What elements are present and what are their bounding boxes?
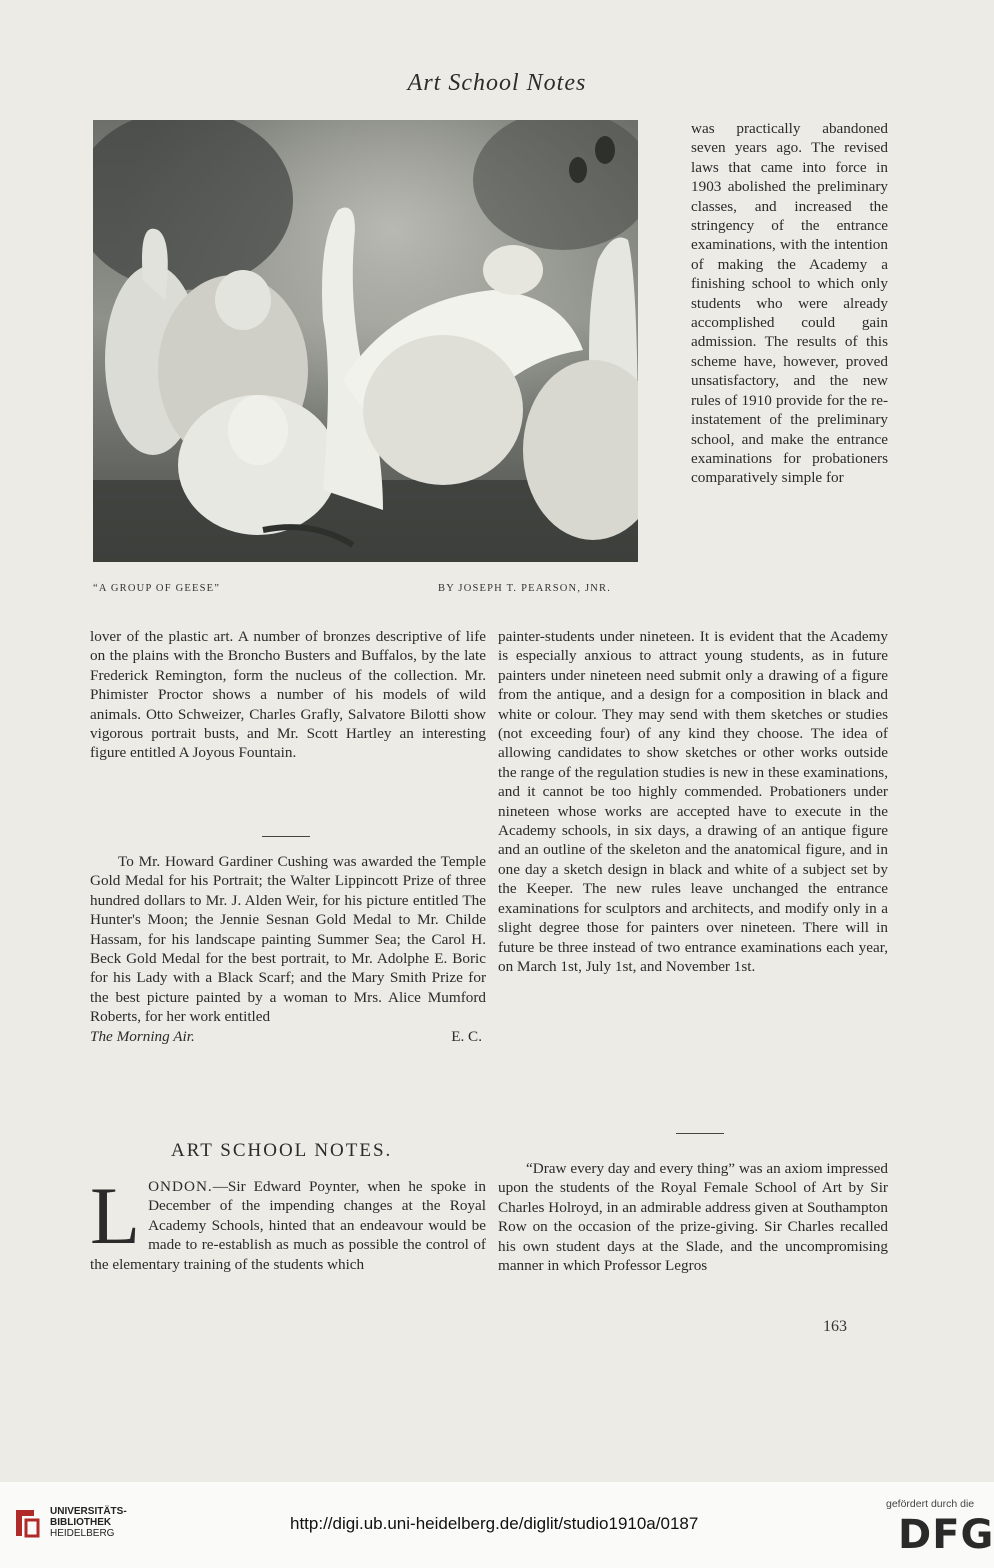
examinations-paragraph: painter-students under nineteen. It is evident that the Academy is especially anxious to attract young students, as in future painters under nineteen need submit only a drawing of a figure from the antique, and a design for a composition in black and white or colour. They may send with them sketches or studies (not exceeding four) of any kind they choose. The idea of allowing candidates to show sketches or other works outside the range of the regulation studies is new in these examinations, and it cannot be too highly commended. Probationers under nineteen whose works are accepted have to execute in the Academy schools, in six days, a drawing of an antique figure and an outline of the skeleton and the anatomical figure, and in one day a sketch design in black and white of a subject set by the Keeper. The new rules leave unchanged the entrance examinations for sculptors and architects, and modify only in a slight degree those for painters over nineteen. There will in future be three instead of two entrance examinations each year, on March 1st, July 1st, and November 1st. <box>498 628 888 975</box>
lead-word: ONDON. <box>148 1178 213 1195</box>
geese-illustration <box>93 120 638 562</box>
london-paragraph <box>90 1170 486 1274</box>
drop-cap: L <box>90 1170 141 1261</box>
awards-paragraph-end <box>90 1027 486 1046</box>
right-column-paragraph-2 <box>498 1159 888 1275</box>
library-name-line-1: UNIVERSITÄTS- <box>50 1506 127 1517</box>
section-divider <box>262 836 310 837</box>
author-signature: E. C. <box>451 1027 482 1045</box>
digitization-footer <box>0 1482 994 1568</box>
source-url-link[interactable]: http://digi.ub.uni-heidelberg.de/diglit/studio1910a/0187 <box>290 1514 699 1533</box>
page-number: 163 <box>823 1318 847 1335</box>
london-body: —Sir Edward Poynter, when he spoke in December of the impending changes at the Royal Academy Schools, hinted that an endeavour would be made to re-establish as much as possible the control of the elementary training of the students which <box>90 1178 486 1273</box>
holroyd-paragraph: “Draw every day and every thing” was an axiom impressed upon the students of the Royal Female School of Art by Sir Charles Holroyd, in an admirable address given at Southampton Row on the occasion of the prize-giving. Sir Charles recalled his own student days at the Slade, and the uncompromising manner in which Professor Legros <box>498 1160 888 1275</box>
right-narrow-paragraph: was practically abandoned seven years ago. The revised laws that came into force in 1903 abolished the preliminary classes, and increased the stringency of the entrance examinations, with the intention of making the Academy a finishing school to which only students who were already accomplished could gain admission. The results of this scheme have, however, proved unsatisfactory, and the new rules of 1910 provide for the re-instatement of the preliminary school, and make the entrance examinations for probationers comparatively simple for <box>691 120 888 487</box>
university-library-logo-icon <box>12 1506 42 1540</box>
library-name <box>50 1506 127 1539</box>
left-column-paragraph-2 <box>90 852 486 1046</box>
library-name-line-2: BIBLIOTHEK <box>50 1517 112 1528</box>
london-paragraph-text <box>90 1170 486 1274</box>
library-name-line-3: HEIDELBERG <box>50 1528 115 1539</box>
awards-paragraph: To Mr. Howard Gardiner Cushing was awarded the Temple Gold Medal for his Portrait; the Walter Lippincott Prize of three hundred dollars to Mr. J. Alden Weir, for his picture entitled The Hunter's Moon; the Jennie Sesnan Gold Medal to Mr. Childe Hassam, for his landscape painting Summer Sea; the Carol H. Beck Gold Medal for the best portrait, to Mr. Adolphe E. Boric for his Lady with a Black Scarf; and the Mary Smith Prize for the best picture painted by a woman to Mrs. Alice Mumford Roberts, for her work entitled <box>90 853 486 1026</box>
funded-by-label: gefördert durch die <box>886 1498 975 1510</box>
bronzes-paragraph: lover of the plastic art. A number of bronzes descriptive of life on the plains with the Broncho Busters and Buffalos, by the late Frederick Remington, form the nucleus of the collection. Mr. Phimister Proctor shows a number of his models of wild animals. Otto Schweizer, Charles Grafly, Salvatore Bilotti show vigorous portrait busts, and Mr. Scott Hartley an interesting figure entitled A Joyous Fountain. <box>90 628 486 762</box>
awards-paragraph-last-line: The Morning Air. <box>90 1027 195 1045</box>
dfg-logo: DFG <box>898 1512 994 1558</box>
left-column-paragraph-1 <box>90 627 486 763</box>
section-heading: ART SCHOOL NOTES. <box>171 1140 393 1161</box>
plate-caption-artist: BY JOSEPH T. PEARSON, JNR. <box>438 583 612 594</box>
right-narrow-column <box>691 119 888 488</box>
plate-caption-title: “A GROUP OF GEESE” <box>93 583 221 594</box>
running-head: Art School Notes <box>407 70 587 96</box>
geese-painting-image <box>93 120 638 562</box>
right-column-paragraph-1 <box>498 627 888 976</box>
section-divider-right <box>676 1133 724 1134</box>
